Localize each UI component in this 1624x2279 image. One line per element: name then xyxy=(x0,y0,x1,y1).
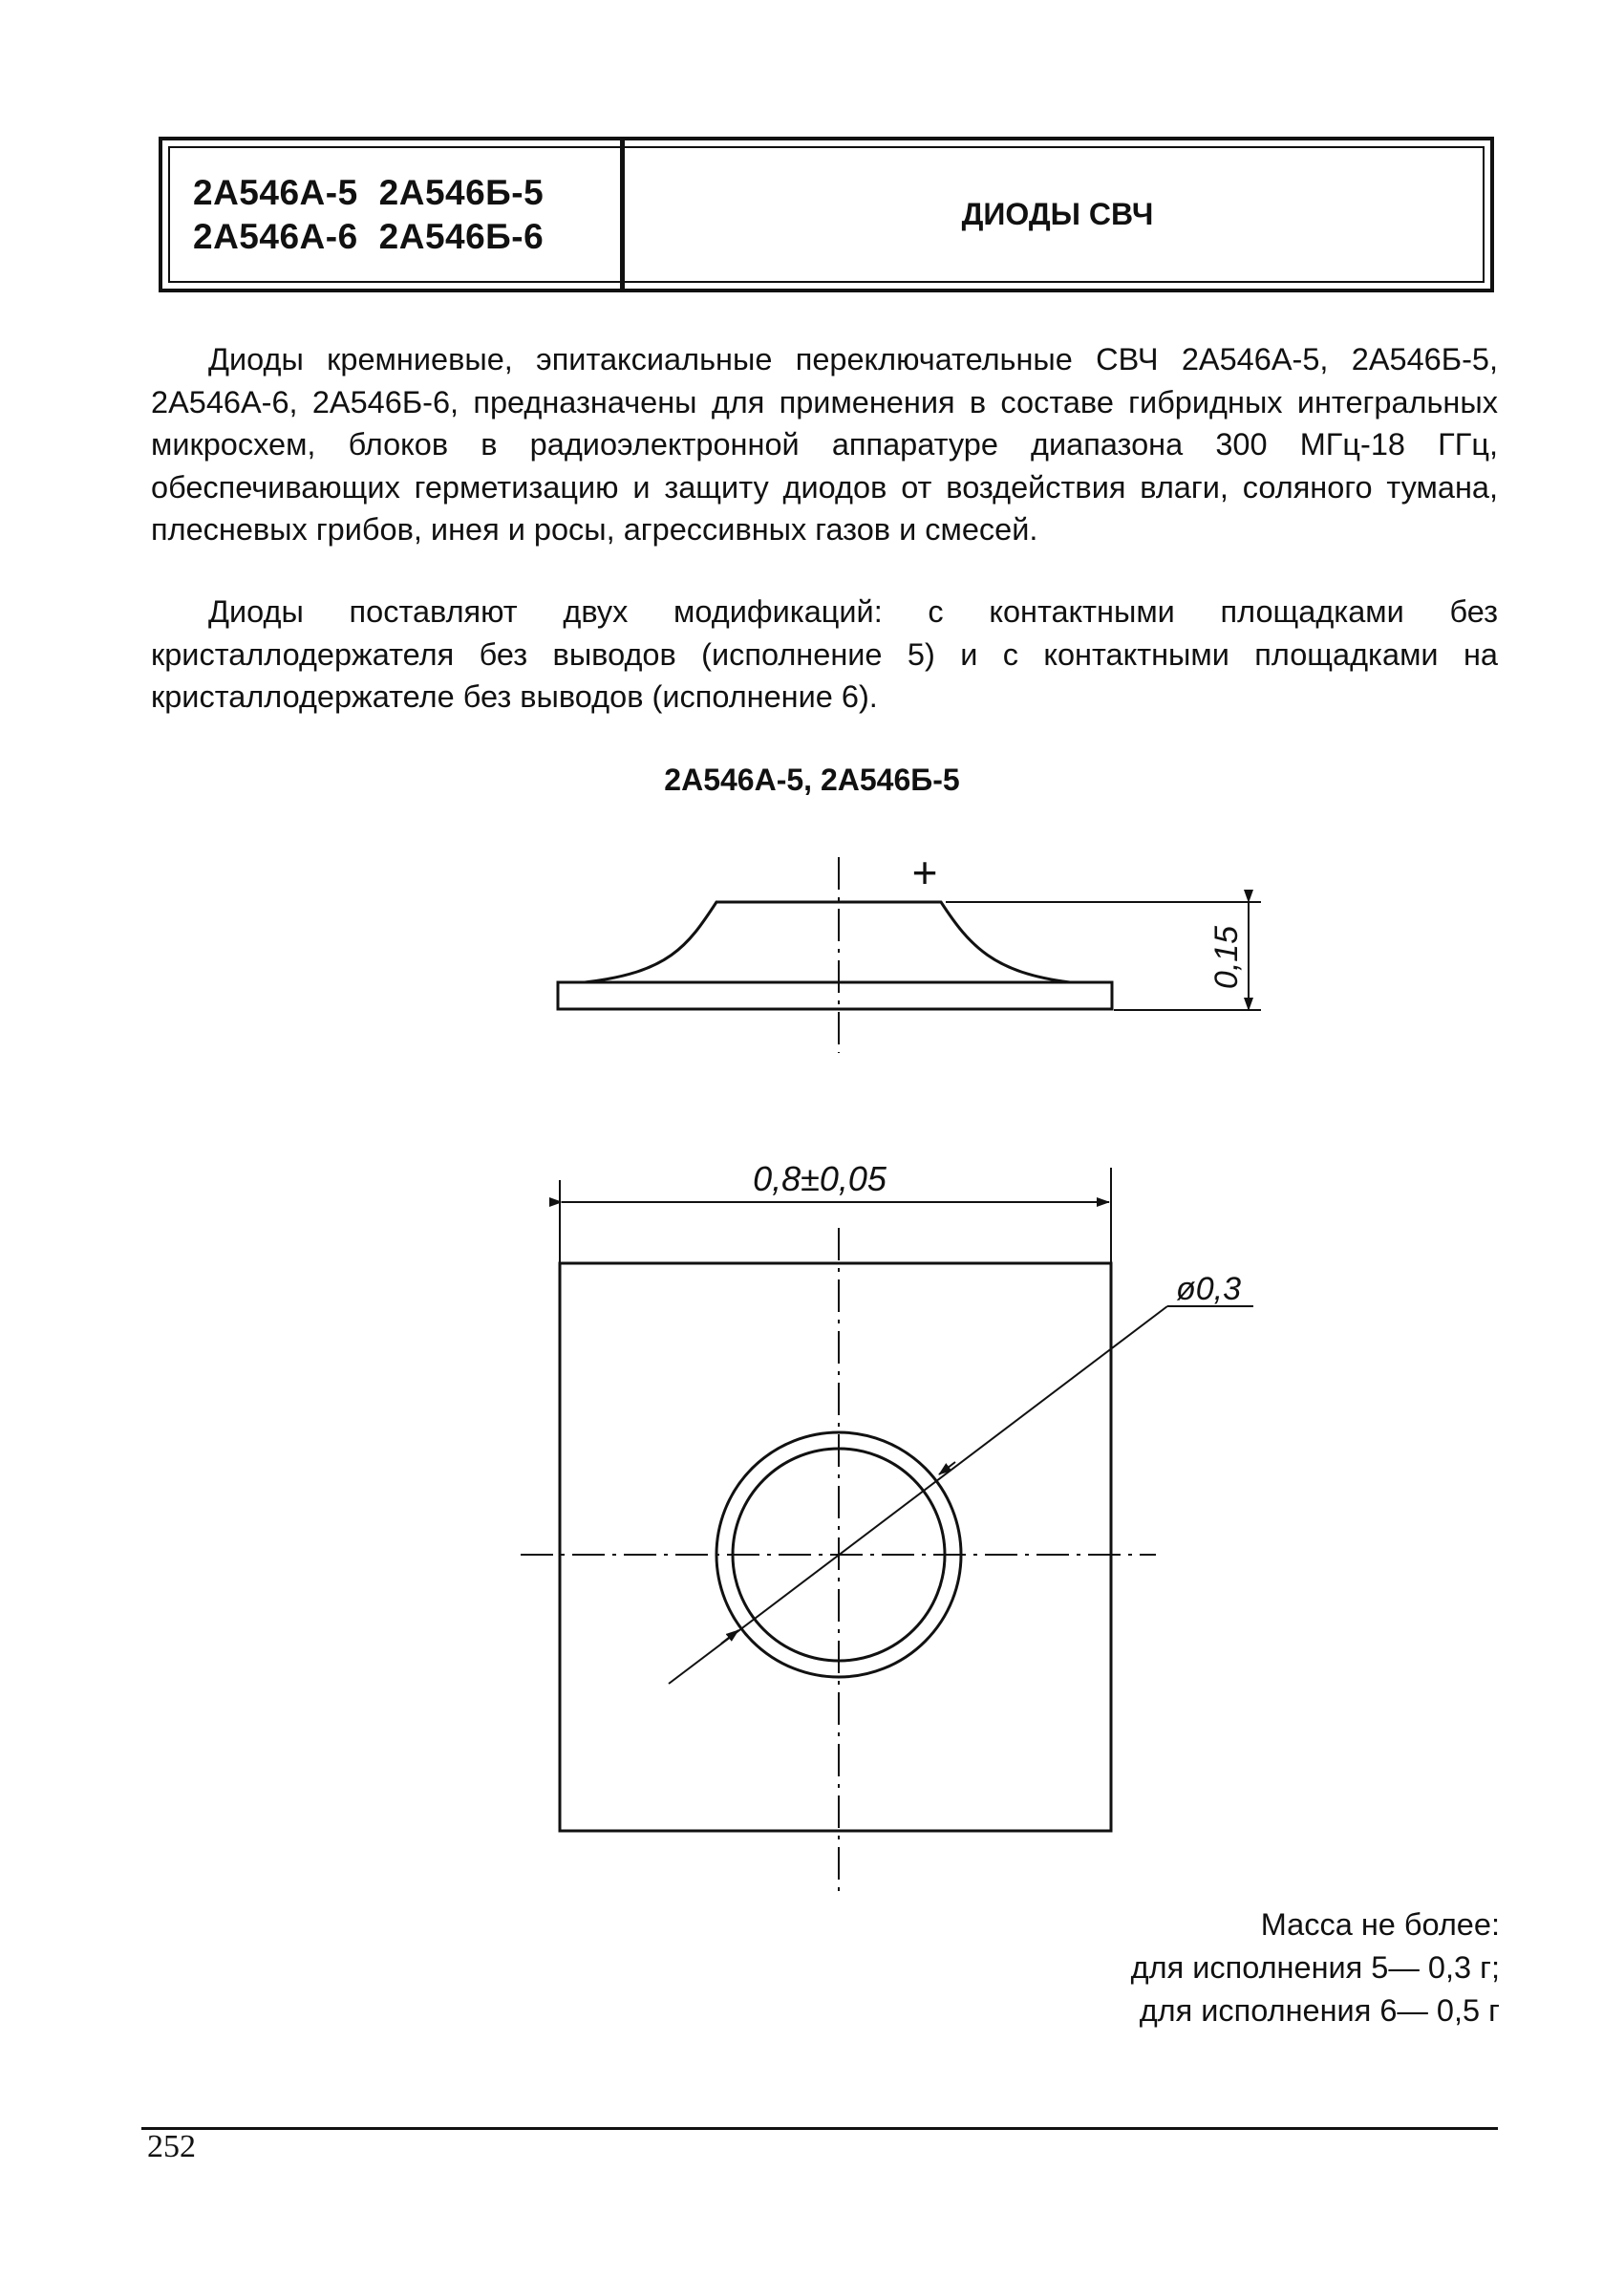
mass-heading: Масса не более: xyxy=(1260,1907,1500,1942)
diameter-dimension-label: ø0,3 xyxy=(1175,1271,1242,1307)
part-number: 2А546Б-5 xyxy=(378,172,545,212)
diameter-arrow xyxy=(721,1630,738,1644)
side-view xyxy=(558,857,1261,1053)
mass-line: для исполнения 5— 0,3 г; xyxy=(1130,1950,1500,1985)
part-number: 2А546А-5 xyxy=(193,172,358,212)
page-number: 252 xyxy=(147,2129,196,2164)
width-dimension-label: 0,8±0,05 xyxy=(753,1159,887,1198)
contact-profile xyxy=(585,902,1070,982)
mass-spec xyxy=(1131,1903,1500,2032)
part-number: 2А546А-6 xyxy=(193,216,358,256)
height-dimension-label: 0,15 xyxy=(1208,925,1245,990)
substrate-plate xyxy=(558,982,1112,1009)
mass-line: для исполнения 6— 0,5 г xyxy=(1139,1993,1500,2028)
top-view xyxy=(521,1168,1253,1897)
figure-title: 2А546А-5, 2А546Б-5 xyxy=(664,763,960,797)
polarity-mark: + xyxy=(911,848,938,897)
chip-outline xyxy=(560,1263,1111,1831)
document-title: ДИОДЫ СВЧ xyxy=(961,197,1154,231)
footer-rule xyxy=(141,2127,1498,2130)
paragraph-text: Диоды кремниевые, эпитаксиальные переключательные СВЧ 2А546А-5, 2А546Б-5, 2А546А-6, 2А546Б-6, предназначены для применения в составе гибридных интегральных микросхем, блоков в радиоэлектронной аппаратуре диапазона 300 МГц-18 ГГц, обеспечивающих герметизацию и защиту диодов от воздействия влаги, соляного тумана, плесневых грибов, инея и росы, агрессивных газов и смесей. xyxy=(151,342,1498,547)
paragraph-text: Диоды поставляют двух модификаций: с контактными площадками без кристаллодержателя без выводов (исполнение 5) и с контактными площадками на кристаллодержателе без выводов (исполнение 6). xyxy=(151,594,1498,714)
part-number: 2А546Б-6 xyxy=(378,216,545,256)
